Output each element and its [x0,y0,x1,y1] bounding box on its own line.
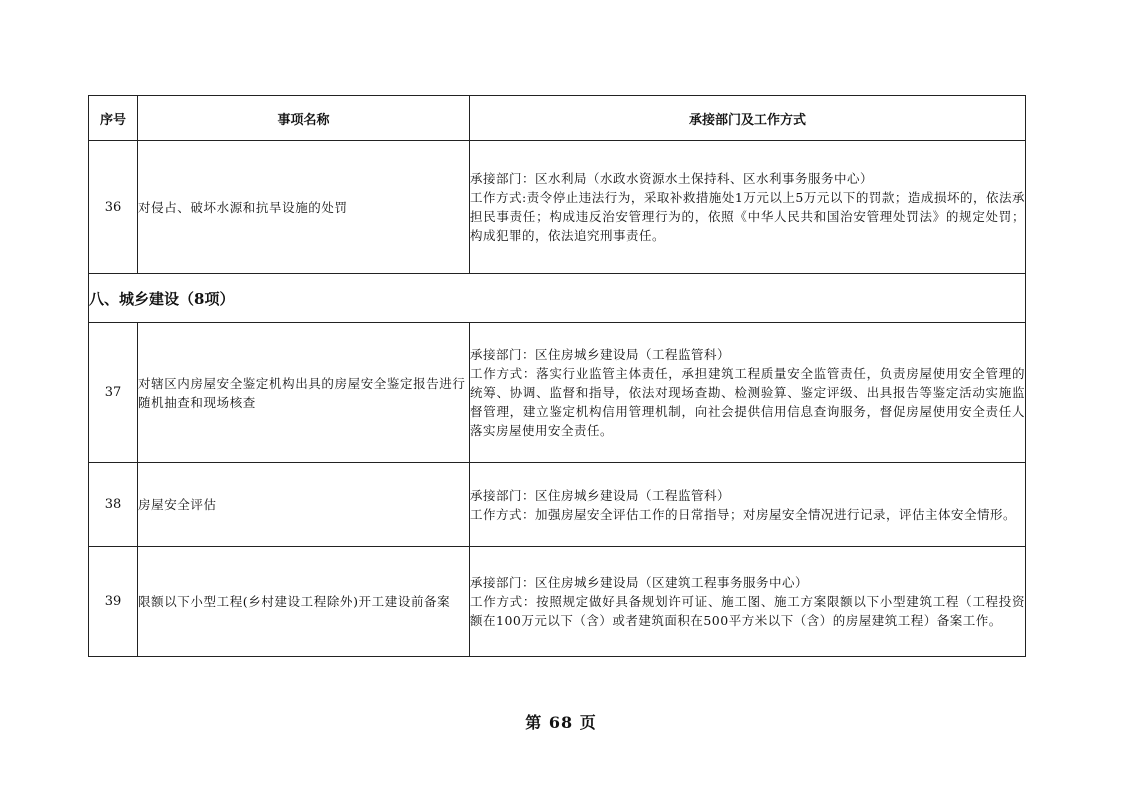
row-serial-number: 39 [89,547,138,657]
header-serial-number: 序号 [89,96,138,141]
row-item-name: 限额以下小型工程(乡村建设工程除外)开工建设前备案 [138,547,470,657]
row-serial-number: 37 [89,323,138,463]
row-department: 承接部门：区住房城乡建设局（区建筑工程事务服务中心） [470,575,809,590]
table-row [89,547,1026,657]
row-item-name: 房屋安全评估 [138,463,470,547]
row-work-method: 工作方式：按照规定做好具备规划许可证、施工图、施工方案限额以下小型建筑工程（工程投资额在100万元以下（含）或者建筑面积在500平方米以下（含）的房屋建筑工程）备案工作。 [470,594,1025,628]
row-item-name: 对侵占、破坏水源和抗旱设施的处罚 [138,141,470,274]
matters-table [88,95,1026,657]
row-department-method [470,141,1026,274]
table-header-row [89,96,1026,141]
table-row [89,323,1026,463]
header-item-name: 事项名称 [138,96,470,141]
row-work-method: 工作方式：加强房屋安全评估工作的日常指导；对房屋安全情况进行记录，评估主体安全情形。 [470,506,1017,522]
row-department: 承接部门：区住房城乡建设局（工程监管科） [470,347,731,362]
header-department-method: 承接部门及工作方式 [470,96,1026,141]
row-department: 承接部门：区住房城乡建设局（工程监管科） [470,487,731,503]
row-work-method: 工作方式:责令停止违法行为，采取补救措施处1万元以上5万元以下的罚款；造成损坏的，依法承担民事责任；构成违反治安管理行为的，依照《中华人民共和国治安管理处罚法》的规定处罚；构成犯罪的，依法追究刑事责任。 [470,190,1025,243]
section-heading: 八、城乡建设（8项） [89,274,1026,323]
table-row [89,141,1026,274]
table-row [89,463,1026,547]
row-work-method: 工作方式：落实行业监管主体责任，承担建筑工程质量安全监管责任，负责房屋使用安全管理的统筹、协调、监督和指导，依法对现场查勘、检测验算、鉴定评级、出具报告等鉴定活动实施监督管理，建立鉴定机构信用管理机制，向社会提供信用信息查询服务，督促房屋使用安全责任人落实房屋使用安全责任。 [470,366,1025,438]
row-department-method [470,323,1026,463]
row-department: 承接部门：区水利局（水政水资源水土保持科、区水利事务服务中心） [470,171,874,186]
page-number: 第 68 页 [525,713,597,732]
row-department-method [470,463,1026,547]
section-row [89,274,1026,323]
row-department-method [470,547,1026,657]
row-serial-number: 38 [89,463,138,547]
row-serial-number: 36 [89,141,138,274]
row-item-name: 对辖区内房屋安全鉴定机构出具的房屋安全鉴定报告进行随机抽查和现场核查 [138,323,470,463]
